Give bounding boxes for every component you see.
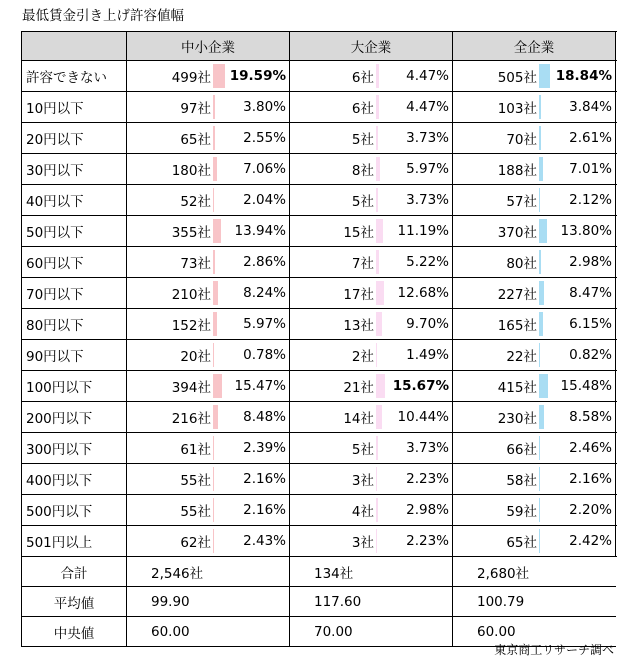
large-bar-track [376, 374, 388, 398]
sme-percent: 8.24% [243, 285, 286, 301]
large-bar-track [376, 64, 388, 88]
all-bar [539, 95, 541, 119]
all-percent: 13.80% [560, 223, 612, 239]
large-cell [290, 185, 453, 216]
large-cell [290, 371, 453, 402]
sme-percent: 8.48% [243, 409, 286, 425]
all-count: 22社 [506, 349, 537, 365]
large-cell [290, 216, 453, 247]
all-bar [539, 498, 540, 522]
sme-percent: 19.59% [229, 68, 286, 84]
sme-bar [213, 281, 218, 305]
all-cell [453, 123, 616, 154]
all-bar [539, 188, 540, 212]
all-bar [539, 312, 543, 336]
table-row [22, 433, 616, 464]
sme-percent: 5.97% [243, 316, 286, 332]
row-label: 50円以下 [22, 216, 127, 247]
all-bar [539, 126, 541, 150]
sme-bar-track [213, 188, 225, 212]
large-cell [290, 309, 453, 340]
all-bar [539, 281, 544, 305]
sme-percent: 2.04% [243, 192, 286, 208]
sme-cell [127, 154, 290, 185]
large-cell [290, 464, 453, 495]
large-count: 3社 [351, 535, 374, 551]
large-percent: 5.97% [406, 161, 449, 177]
sme-bar [213, 405, 218, 429]
sme-bar-track [213, 467, 225, 491]
large-bar [376, 281, 384, 305]
row-label: 90円以下 [22, 340, 127, 371]
large-bar [376, 343, 377, 367]
large-bar-track [376, 95, 388, 119]
all-count: 188社 [497, 163, 537, 179]
large-bar [376, 529, 377, 553]
all-count: 415社 [497, 380, 537, 396]
large-percent: 3.73% [406, 130, 449, 146]
large-bar [376, 498, 378, 522]
large-percent: 10.44% [397, 409, 449, 425]
sme-count: 73社 [180, 256, 211, 272]
all-count: 58社 [506, 473, 537, 489]
table-row [22, 92, 616, 123]
large-bar [376, 374, 385, 398]
sme-count: 62社 [180, 535, 211, 551]
sme-bar-track [213, 281, 225, 305]
header-all: 全企業 [453, 32, 616, 61]
large-percent: 2.98% [406, 502, 449, 518]
all-cell [453, 402, 616, 433]
sme-cell [127, 92, 290, 123]
large-bar [376, 405, 382, 429]
all-bar [539, 64, 550, 88]
sme-cell [127, 464, 290, 495]
sme-bar-track [213, 64, 225, 88]
summary-label: 平均値 [22, 587, 127, 617]
all-percent: 2.98% [569, 254, 612, 270]
table-row [22, 123, 616, 154]
large-percent: 4.47% [406, 68, 449, 84]
large-bar [376, 95, 379, 119]
all-cell [453, 464, 616, 495]
sme-percent: 0.78% [243, 347, 286, 363]
large-bar [376, 250, 379, 274]
sme-count: 52社 [180, 194, 211, 210]
large-cell [290, 433, 453, 464]
all-count: 70社 [506, 132, 537, 148]
sme-bar-track [213, 126, 225, 150]
all-count: 59社 [506, 504, 537, 520]
sme-percent: 2.86% [243, 254, 286, 270]
all-bar-track [539, 64, 551, 88]
large-count: 5社 [351, 194, 374, 210]
row-label: 100円以下 [22, 371, 127, 402]
all-bar-track [539, 157, 551, 181]
sme-cell [127, 309, 290, 340]
row-label: 許容できない [22, 61, 127, 92]
sme-bar-track [213, 374, 225, 398]
summary-value: 70.00 [290, 617, 453, 647]
all-bar-track [539, 405, 551, 429]
sme-bar [213, 126, 215, 150]
all-bar [539, 436, 540, 460]
sme-count: 216社 [171, 411, 211, 427]
sme-bar-track [213, 157, 225, 181]
sme-cell [127, 278, 290, 309]
sme-bar [213, 498, 214, 522]
sme-percent: 2.43% [243, 533, 286, 549]
large-cell [290, 154, 453, 185]
all-bar-track [539, 126, 551, 150]
large-cell [290, 61, 453, 92]
all-cell [453, 278, 616, 309]
large-bar-track [376, 219, 388, 243]
all-cell [453, 526, 616, 557]
all-cell [453, 216, 616, 247]
row-label: 40円以下 [22, 185, 127, 216]
all-cell [453, 185, 616, 216]
large-bar [376, 64, 379, 88]
all-bar [539, 467, 540, 491]
sme-bar-track [213, 250, 225, 274]
large-cell [290, 278, 453, 309]
sme-bar-track [213, 343, 225, 367]
table-row [22, 278, 616, 309]
sme-count: 210社 [171, 287, 211, 303]
all-cell [453, 309, 616, 340]
all-bar-track [539, 498, 551, 522]
large-cell [290, 247, 453, 278]
all-cell [453, 92, 616, 123]
all-percent: 2.61% [569, 130, 612, 146]
sme-bar [213, 95, 215, 119]
large-bar [376, 312, 382, 336]
large-bar-track [376, 467, 388, 491]
large-bar [376, 219, 383, 243]
row-label: 80円以下 [22, 309, 127, 340]
sme-count: 394社 [171, 380, 211, 396]
sme-count: 65社 [180, 132, 211, 148]
sme-bar-track [213, 312, 225, 336]
all-count: 57社 [506, 194, 537, 210]
all-percent: 2.20% [569, 502, 612, 518]
sme-count: 355社 [171, 225, 211, 241]
table-row [22, 526, 616, 557]
sme-count: 152社 [171, 318, 211, 334]
sme-bar [213, 436, 214, 460]
large-percent: 12.68% [397, 285, 449, 301]
all-percent: 7.01% [569, 161, 612, 177]
large-cell [290, 92, 453, 123]
sme-percent: 2.55% [243, 130, 286, 146]
all-cell [453, 495, 616, 526]
large-count: 5社 [351, 132, 374, 148]
row-label: 300円以下 [22, 433, 127, 464]
all-count: 165社 [497, 318, 537, 334]
large-cell [290, 495, 453, 526]
large-count: 4社 [351, 504, 374, 520]
header-large: 大企業 [290, 32, 453, 61]
sme-count: 55社 [180, 504, 211, 520]
summary-value: 2,680社 [453, 557, 616, 587]
summary-value: 99.90 [127, 587, 290, 617]
sme-cell [127, 185, 290, 216]
sme-percent: 13.94% [234, 223, 286, 239]
summary-label: 合計 [22, 557, 127, 587]
row-label: 70円以下 [22, 278, 127, 309]
large-percent: 4.47% [406, 99, 449, 115]
all-cell [453, 340, 616, 371]
all-cell [453, 154, 616, 185]
all-bar [539, 157, 543, 181]
large-bar [376, 126, 378, 150]
large-bar [376, 188, 378, 212]
all-percent: 18.84% [555, 68, 612, 84]
all-cell [453, 433, 616, 464]
sme-bar [213, 467, 214, 491]
row-label: 400円以下 [22, 464, 127, 495]
large-bar-track [376, 188, 388, 212]
large-bar [376, 467, 377, 491]
table-row [22, 495, 616, 526]
sme-bar-track [213, 529, 225, 553]
all-count: 80社 [506, 256, 537, 272]
all-bar-track [539, 281, 551, 305]
table-row [22, 464, 616, 495]
all-percent: 6.15% [569, 316, 612, 332]
large-bar-track [376, 281, 388, 305]
all-bar-track [539, 467, 551, 491]
sme-bar [213, 188, 214, 212]
all-bar [539, 374, 548, 398]
all-bar-track [539, 188, 551, 212]
sme-percent: 3.80% [243, 99, 286, 115]
sme-count: 499社 [171, 70, 211, 86]
all-count: 227社 [497, 287, 537, 303]
sme-bar-track [213, 219, 225, 243]
all-percent: 8.47% [569, 285, 612, 301]
table-row [22, 371, 616, 402]
row-label: 30円以下 [22, 154, 127, 185]
sme-bar [213, 219, 221, 243]
sme-cell [127, 247, 290, 278]
row-label: 10円以下 [22, 92, 127, 123]
sme-count: 20社 [180, 349, 211, 365]
summary-row [22, 557, 616, 587]
summary-value: 60.00 [453, 617, 616, 647]
all-cell [453, 247, 616, 278]
all-bar-track [539, 312, 551, 336]
summary-value: 134社 [290, 557, 453, 587]
large-cell [290, 526, 453, 557]
all-count: 370社 [497, 225, 537, 241]
large-bar-track [376, 405, 388, 429]
all-bar-track [539, 219, 551, 243]
sme-bar [213, 312, 217, 336]
large-percent: 9.70% [406, 316, 449, 332]
large-percent: 15.67% [392, 378, 449, 394]
large-count: 17社 [343, 287, 374, 303]
large-count: 6社 [351, 101, 374, 117]
row-label: 60円以下 [22, 247, 127, 278]
all-bar [539, 250, 541, 274]
large-percent: 11.19% [397, 223, 449, 239]
sme-cell [127, 433, 290, 464]
table-row [22, 216, 616, 247]
all-cell [453, 371, 616, 402]
all-count: 230社 [497, 411, 537, 427]
all-cell [453, 61, 616, 92]
all-percent: 15.48% [560, 378, 612, 394]
header-row [22, 32, 616, 61]
sme-bar [213, 250, 215, 274]
large-percent: 1.49% [406, 347, 449, 363]
sme-bar [213, 529, 214, 553]
large-cell [290, 340, 453, 371]
table-title: 最低賃金引き上げ許容値幅 [22, 8, 184, 24]
table-row [22, 247, 616, 278]
large-count: 5社 [351, 442, 374, 458]
sme-cell [127, 61, 290, 92]
all-percent: 2.12% [569, 192, 612, 208]
sme-count: 61社 [180, 442, 211, 458]
large-cell [290, 402, 453, 433]
summary-value: 2,546社 [127, 557, 290, 587]
all-bar-track [539, 436, 551, 460]
large-bar-track [376, 126, 388, 150]
large-count: 13社 [343, 318, 374, 334]
large-percent: 3.73% [406, 192, 449, 208]
large-cell [290, 123, 453, 154]
sme-count: 97社 [180, 101, 211, 117]
large-count: 3社 [351, 473, 374, 489]
summary-value: 100.79 [453, 587, 616, 617]
summary-value: 60.00 [127, 617, 290, 647]
sme-cell [127, 495, 290, 526]
source-note: 東京商工リサーチ調べ [494, 643, 614, 657]
header-blank [22, 32, 127, 61]
all-percent: 2.42% [569, 533, 612, 549]
large-bar-track [376, 436, 388, 460]
all-bar [539, 529, 540, 553]
sme-cell [127, 371, 290, 402]
all-percent: 0.82% [569, 347, 612, 363]
sme-count: 180社 [171, 163, 211, 179]
all-bar-track [539, 250, 551, 274]
all-bar-track [539, 529, 551, 553]
all-bar [539, 219, 547, 243]
large-bar-track [376, 157, 388, 181]
all-bar [539, 405, 544, 429]
sme-bar [213, 157, 217, 181]
table-row [22, 309, 616, 340]
sme-bar [213, 374, 222, 398]
sme-bar-track [213, 405, 225, 429]
all-count: 103社 [497, 101, 537, 117]
large-count: 15社 [343, 225, 374, 241]
large-bar-track [376, 312, 388, 336]
row-label: 200円以下 [22, 402, 127, 433]
sme-percent: 7.06% [243, 161, 286, 177]
row-label: 20円以下 [22, 123, 127, 154]
all-percent: 2.16% [569, 471, 612, 487]
large-bar-track [376, 343, 388, 367]
large-bar-track [376, 498, 388, 522]
sme-percent: 2.16% [243, 471, 286, 487]
all-percent: 2.46% [569, 440, 612, 456]
all-count: 66社 [506, 442, 537, 458]
all-count: 65社 [506, 535, 537, 551]
sme-percent: 15.47% [234, 378, 286, 394]
large-bar [376, 157, 380, 181]
large-bar-track [376, 250, 388, 274]
large-percent: 3.73% [406, 440, 449, 456]
all-bar-track [539, 343, 551, 367]
large-count: 14社 [343, 411, 374, 427]
table-row [22, 340, 616, 371]
large-bar-track [376, 529, 388, 553]
large-bar [376, 436, 378, 460]
large-count: 21社 [343, 380, 374, 396]
large-count: 8社 [351, 163, 374, 179]
sme-bar-track [213, 95, 225, 119]
sme-cell [127, 526, 290, 557]
large-percent: 5.22% [406, 254, 449, 270]
sme-count: 55社 [180, 473, 211, 489]
summary-value: 117.60 [290, 587, 453, 617]
sme-bar-track [213, 436, 225, 460]
sme-percent: 2.16% [243, 502, 286, 518]
all-percent: 8.58% [569, 409, 612, 425]
row-label: 500円以下 [22, 495, 127, 526]
all-bar-track [539, 374, 551, 398]
row-label: 501円以上 [22, 526, 127, 557]
table-row [22, 402, 616, 433]
all-count: 505社 [497, 70, 537, 86]
table-row [22, 61, 616, 92]
summary-row [22, 587, 616, 617]
large-percent: 2.23% [406, 533, 449, 549]
sme-percent: 2.39% [243, 440, 286, 456]
sme-cell [127, 340, 290, 371]
large-count: 2社 [351, 349, 374, 365]
table-row [22, 154, 616, 185]
sme-bar-track [213, 498, 225, 522]
all-percent: 3.84% [569, 99, 612, 115]
sme-cell [127, 402, 290, 433]
wage-tolerance-table [21, 31, 616, 647]
large-count: 6社 [351, 70, 374, 86]
sme-cell [127, 123, 290, 154]
header-sme: 中小企業 [127, 32, 290, 61]
sme-cell [127, 216, 290, 247]
all-bar-track [539, 95, 551, 119]
large-count: 7社 [351, 256, 374, 272]
sme-bar [213, 64, 225, 88]
summary-label: 中央値 [22, 617, 127, 647]
table-row [22, 185, 616, 216]
large-percent: 2.23% [406, 471, 449, 487]
